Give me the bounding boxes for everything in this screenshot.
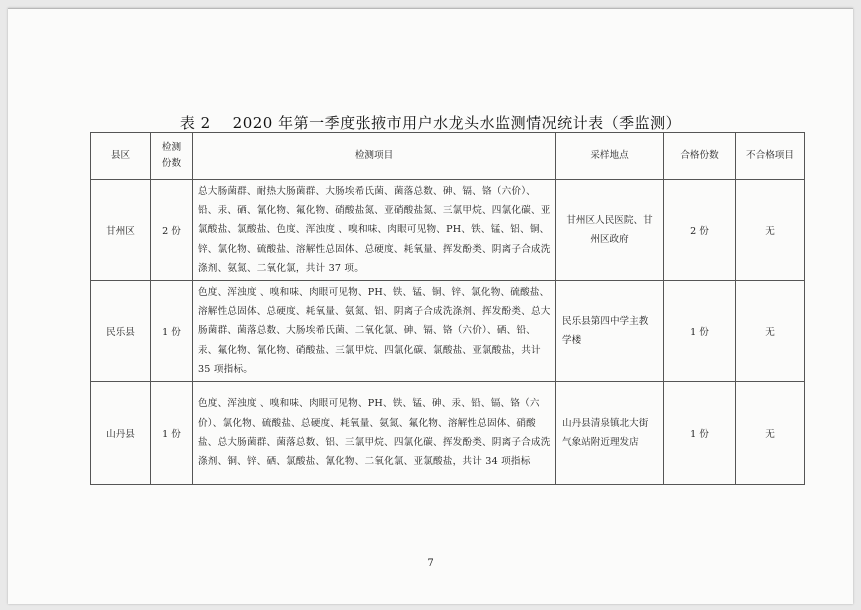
cell-count: 2 份	[151, 180, 193, 281]
cell-pass: 1 份	[664, 281, 736, 382]
table-row	[91, 180, 805, 281]
cell-site: 甘州区人民医院、甘州区政府	[556, 180, 664, 281]
cell-county: 甘州区	[91, 180, 151, 281]
table-header-row	[91, 133, 805, 180]
cell-items: 总大肠菌群、耐热大肠菌群、大肠埃希氏菌、菌落总数、砷、镉、铬（六价）、铅、汞、硒、氰化物、氟化物、硝酸盐氮、亚硝酸盐氮、三氯甲烷、四氯化碳、亚氯酸盐、氯酸盐、色度、浑浊度 、嗅和味、肉眼可见物、PH、铁、锰、铝、铜、锌、氯化物、硫酸盐、溶解性总固体、总硬度、耗氧量、挥发酚类、阴离子合成洗涤剂、氨氮、二氧化氯，共计 37 项。	[193, 180, 556, 281]
cell-county: 民乐县	[91, 281, 151, 382]
table-row	[91, 382, 805, 485]
header-fail: 不合格项目	[736, 133, 805, 180]
table-title-label: 表 2	[179, 114, 211, 132]
cell-site: 民乐县第四中学主教学楼	[556, 281, 664, 382]
cell-count: 1 份	[151, 382, 193, 485]
cell-items: 色度、浑浊度 、嗅和味、肉眼可见物、PH、铁、锰、铜、锌、氯化物、硫酸盐、溶解性总固体、总硬度、耗氧量、氨氮、铝、阴离子合成洗涤剂、挥发酚类、总大肠菌群、菌落总数、大肠埃希氏菌、二氧化氯、砷、镉、铬（六价）、硒、铅、汞、氟化物、氰化物、硝酸盐、三氯甲烷、四氯化碳、氯酸盐、亚氯酸盐，共计 35 项指标。	[193, 281, 556, 382]
table-title-text: 2020 年第一季度张掖市用户水龙头水监测情况统计表（季监测）	[232, 114, 682, 132]
header-items: 检测项目	[193, 133, 556, 180]
page-top-border	[8, 8, 853, 9]
header-pass: 合格份数	[664, 133, 736, 180]
cell-pass: 1 份	[664, 382, 736, 485]
cell-fail: 无	[736, 281, 805, 382]
header-county: 县区	[91, 133, 151, 180]
cell-fail: 无	[736, 382, 805, 485]
cell-items: 色度、浑浊度 、嗅和味、肉眼可见物、PH、铁、锰、砷、汞、铅、镉、铬（六价）、氯化物、硫酸盐、总硬度、耗氧量、氨氮、氟化物、溶解性总固体、硝酸盐、总大肠菌群、菌落总数、铝、三氯甲烷、四氯化碳、挥发酚类、阴离子合成洗涤剂、铜、锌、硒、氯酸盐、氰化物、二氧化氯、亚氯酸盐，共计 34 项指标	[193, 382, 556, 485]
cell-county: 山丹县	[91, 382, 151, 485]
table-title	[8, 112, 853, 133]
cell-site: 山丹县清泉镇北大街气象站附近理发店	[556, 382, 664, 485]
header-site: 采样地点	[556, 133, 664, 180]
table-row	[91, 281, 805, 382]
cell-pass: 2 份	[664, 180, 736, 281]
page-number: 7	[427, 558, 434, 569]
monitoring-table	[90, 132, 805, 485]
cell-count: 1 份	[151, 281, 193, 382]
header-count: 检测 份数	[151, 133, 193, 180]
cell-fail: 无	[736, 180, 805, 281]
document-page	[8, 8, 853, 604]
